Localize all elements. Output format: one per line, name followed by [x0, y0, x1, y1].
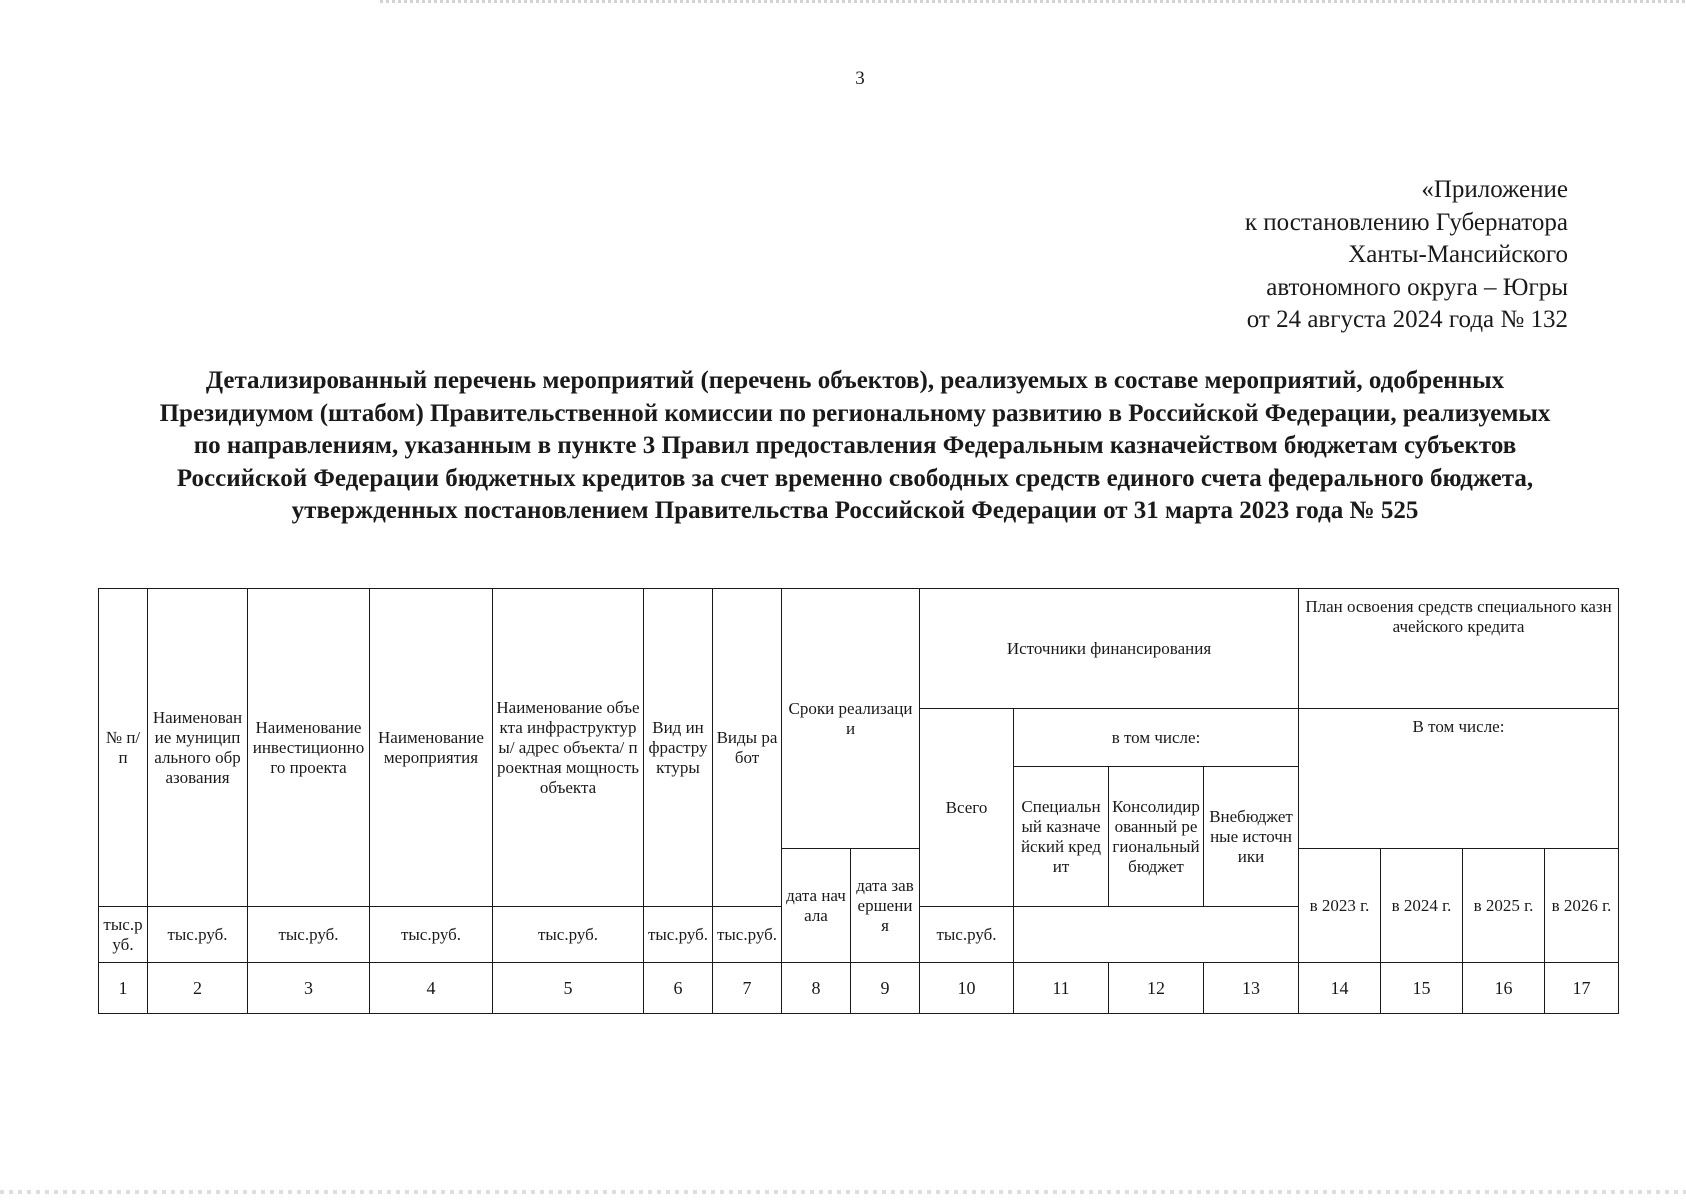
column-number: 14: [1299, 963, 1381, 1014]
column-number: 15: [1381, 963, 1463, 1014]
header-terms: Сроки реализации: [782, 589, 920, 849]
appendix-line: от 24 августа 2024 года № 132: [1246, 306, 1568, 333]
header-row: [99, 589, 1619, 709]
header-2023: в 2023 г.: [1299, 849, 1381, 963]
column-number: 10: [920, 963, 1014, 1014]
header-start-date: дата начала: [782, 849, 851, 963]
scan-edge-bottom: [0, 1190, 1686, 1194]
header-num: № п/п: [99, 589, 148, 907]
header-municipality: Наименование муниципального образования: [148, 589, 248, 907]
column-number: 2: [148, 963, 248, 1014]
unit-regional-budget: тыс.руб.: [248, 907, 370, 963]
unit-2025: тыс.руб.: [713, 907, 782, 963]
column-number: 12: [1109, 963, 1204, 1014]
unit-special-credit: тыс.руб.: [148, 907, 248, 963]
column-number: 3: [248, 963, 370, 1014]
header-project: Наименование инвестиционного проекта: [248, 589, 370, 907]
header-plan: План освоения средств специального казначейского кредита: [1299, 589, 1619, 709]
appendix-line: «Приложение: [1421, 176, 1568, 203]
column-number: 4: [370, 963, 493, 1014]
header-event: Наименование мероприятия: [370, 589, 493, 907]
header-including: в том числе:: [1014, 709, 1299, 767]
appendix-line: к постановлению Губернатора: [1244, 208, 1568, 236]
column-number: 8: [782, 963, 851, 1014]
unit-2023: тыс.руб.: [493, 907, 644, 963]
column-number: 7: [713, 963, 782, 1014]
events-table: [98, 588, 1619, 1014]
header-total: Всего: [920, 709, 1014, 907]
page-number: 3: [855, 68, 865, 89]
appendix-block: [1245, 174, 1568, 337]
header-2024: в 2024 г.: [1381, 849, 1463, 963]
document-title: Детализированный перечень мероприятий (перечень объектов), реализуемых в составе мероприятий, одобренных Президиумом (штабом) Правительственной комиссии по региональному развитию в Российской Федерации, реализуемых по направлениям, указанным в пункте 3 Правил предоставления Федеральным казначейством бюджетам субъектов Российской Федерации бюджетных кредитов за счет временно свободных средств единого счета федерального бюджета, утвержденных постановлением Правительства Российской Федерации от 31 марта 2023 года № 525: [159, 367, 1551, 524]
header-special-credit: Специальный казначейский кредит: [1014, 767, 1109, 907]
header-funding-sources: Источники финансирования: [920, 589, 1299, 709]
column-number: 6: [644, 963, 713, 1014]
header-end-date: дата завершения: [851, 849, 920, 963]
unit-2026: тыс.руб.: [920, 907, 1014, 963]
appendix-line: автономного округа – Югры: [1266, 273, 1568, 301]
column-number: 13: [1204, 963, 1299, 1014]
column-number: 16: [1463, 963, 1545, 1014]
header-2025: в 2025 г.: [1463, 849, 1545, 963]
header-2026: в 2026 г.: [1545, 849, 1619, 963]
header-object: Наименование объекта инфраструктуры/ адрес объекта/ проектная мощность объекта: [493, 589, 644, 907]
unit-2024: тыс.руб.: [644, 907, 713, 963]
column-number-row: [99, 963, 1619, 1014]
header-plan-including: В том числе:: [1299, 709, 1619, 849]
appendix-line: Ханты-Мансийского: [1348, 241, 1568, 268]
column-number: 11: [1014, 963, 1109, 1014]
header-regional-budget: Консолидированный региональный бюджет: [1109, 767, 1204, 907]
header-infra-type: Вид инфраструктуры: [644, 589, 713, 907]
column-number: 9: [851, 963, 920, 1014]
unit-total: тыс.руб.: [99, 907, 148, 963]
header-extra-budget: Внебюджетные источники: [1204, 767, 1299, 907]
column-number: 1: [99, 963, 148, 1014]
unit-extra-budget: тыс.руб.: [370, 907, 493, 963]
column-number: 5: [493, 963, 644, 1014]
scan-edge-top: [380, 0, 1686, 3]
header-work-type: Виды работ: [713, 589, 782, 907]
column-number: 17: [1545, 963, 1619, 1014]
